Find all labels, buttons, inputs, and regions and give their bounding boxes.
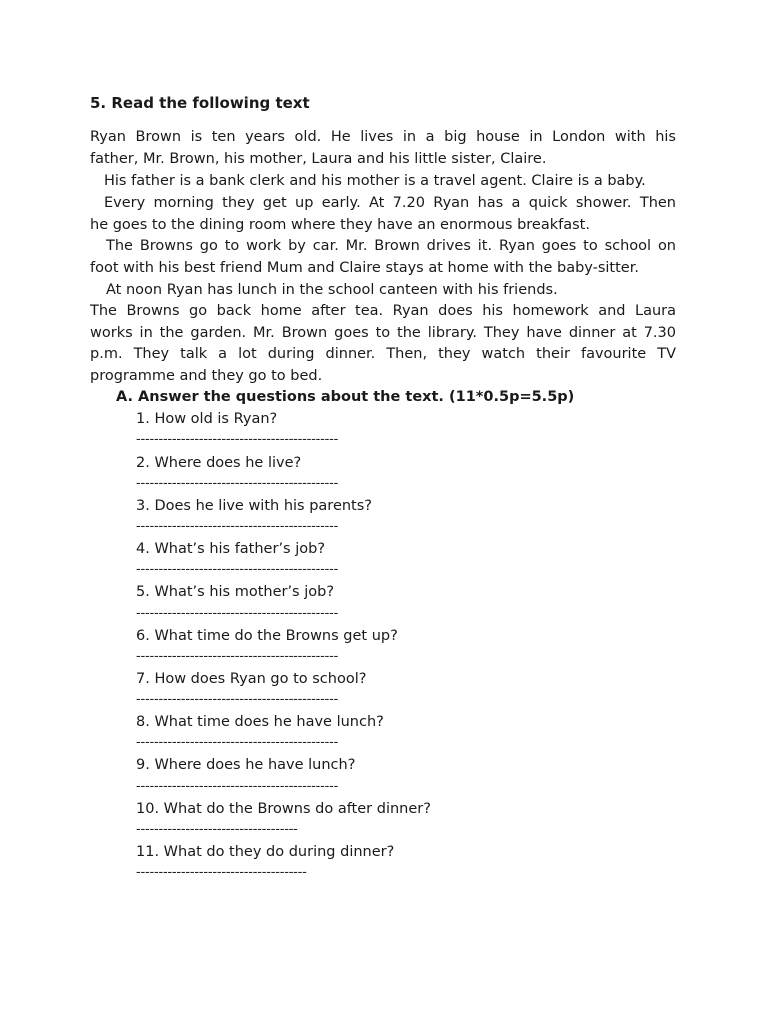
paragraph-line: The Browns go back home after tea. Ryan does his homework and Laura [90, 303, 676, 319]
question-9: 9. Where does he have lunch? [136, 757, 356, 773]
question-6: 6. What time do the Browns get up? [136, 628, 398, 644]
question-10: 10. What do the Browns do after dinner? [136, 801, 431, 817]
question-1: 1. How old is Ryan? [136, 411, 278, 427]
answer-line-7: --------------------------------------------- [136, 693, 339, 707]
paragraph-line: His father is a bank clerk and his mother is a travel agent. Claire is a baby. [104, 173, 646, 189]
paragraph-line: Ryan Brown is ten years old. He lives in a big house in London with his [90, 129, 676, 145]
paragraph-line: father, Mr. Brown, his mother, Laura and his little sister, Claire. [90, 151, 547, 167]
answer-line-4: --------------------------------------------- [136, 563, 339, 577]
paragraph-line: At noon Ryan has lunch in the school canteen with his friends. [106, 282, 558, 298]
paragraph-line: programme and they go to bed. [90, 368, 323, 384]
paragraph-line: p.m. They talk a lot during dinner. Then, they watch their favourite TV [90, 346, 676, 362]
question-3: 3. Does he live with his parents? [136, 498, 372, 514]
exercise-heading: 5. Read the following text [90, 94, 310, 112]
answer-line-6: --------------------------------------------- [136, 650, 339, 664]
answer-line-2: --------------------------------------------- [136, 477, 339, 491]
answer-line-9: --------------------------------------------- [136, 780, 339, 794]
question-5: 5. What’s his mother’s job? [136, 584, 335, 600]
question-11: 11. What do they do during dinner? [136, 844, 395, 860]
questions-subheading: A. Answer the questions about the text. (11*0.5p=5.5p) [116, 389, 575, 405]
answer-line-3: --------------------------------------------- [136, 520, 339, 534]
paragraph-line: Every morning they get up early. At 7.20 Ryan has a quick shower. Then [104, 195, 676, 211]
paragraph-line: The Browns go to work by car. Mr. Brown drives it. Ryan goes to school on [106, 238, 676, 254]
question-7: 7. How does Ryan go to school? [136, 671, 367, 687]
question-4: 4. What’s his father’s job? [136, 541, 326, 557]
answer-line-8: --------------------------------------------- [136, 736, 339, 750]
answer-line-11: -------------------------------------- [136, 866, 307, 880]
answer-line-10: ------------------------------------ [136, 823, 298, 837]
question-8: 8. What time does he have lunch? [136, 714, 384, 730]
paragraph-line: foot with his best friend Mum and Claire stays at home with the baby-sitter. [90, 260, 639, 276]
paragraph-line: works in the garden. Mr. Brown goes to the library. They have dinner at 7.30 [90, 325, 676, 341]
paragraph-line: he goes to the dining room where they have an enormous breakfast. [90, 217, 590, 233]
answer-line-5: --------------------------------------------- [136, 607, 339, 621]
question-2: 2. Where does he live? [136, 455, 302, 471]
answer-line-1: --------------------------------------------- [136, 433, 339, 447]
